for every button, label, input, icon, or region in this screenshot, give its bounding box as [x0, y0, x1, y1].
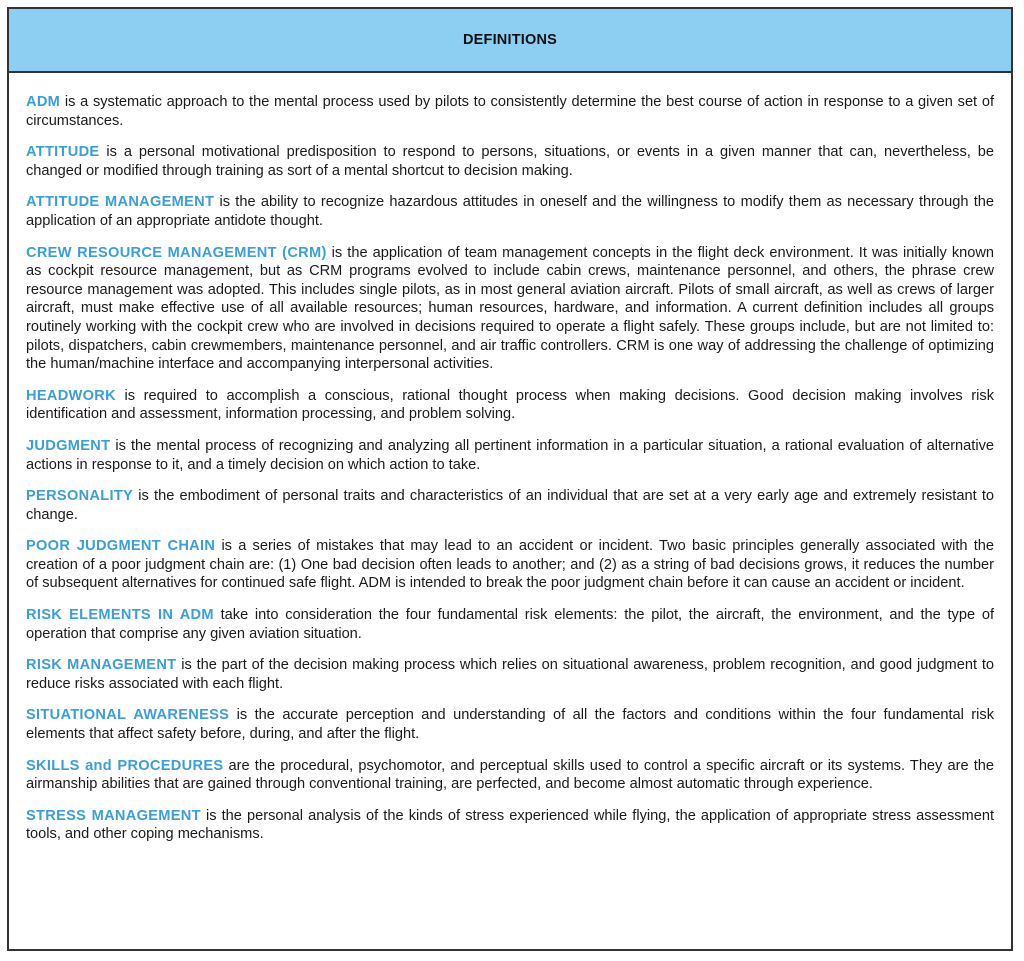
definition-term: CREW RESOURCE MANAGEMENT (CRM) — [26, 244, 327, 261]
definition-headwork — [26, 387, 994, 424]
definition-text: is a series of mistakes that may lead to an accident or incident. Two basic principles generally associated with the creation of a poor judgment chain are: (1) One bad decision often leads to another; and (2) as a string of bad decisions grows, it reduces the number of subsequent alternatives for continued safe flight. ADM is intended to break the poor judgment chain before it can cause an accident or incident. — [26, 538, 994, 592]
definition-attitude-management — [26, 193, 994, 230]
definition-term: RISK MANAGEMENT — [26, 657, 177, 674]
definition-text: is the application of team management concepts in the flight deck environment. It was initially known as cockpit resource management, but as CRM programs evolved to include cabin crews, maintenance personnel, and others, the phrase crew resource management was adopted. This includes single pilots, as in most general aviation aircraft. Pilots of small aircraft, as well as crews of larger aircraft, must make effective use of all available resources; human resources, hardware, and information. A current definition includes all groups routinely working with the cockpit crew who are involved in decisions required to operate a flight safely. These groups include, but are not limited to: pilots, dispatchers, cabin crewmembers, maintenance personnel, and air traffic controllers. CRM is one way of addressing the challenge of optimizing the human/machine interface and accompanying interpersonal activities. — [26, 244, 995, 373]
definition-text: is the part of the decision making process which relies on situational awareness, problem recognition, and good judgment to reduce risks associated with each flight. — [26, 657, 994, 692]
definition-adm — [26, 93, 994, 130]
definition-personality — [26, 487, 994, 524]
definition-term: STRESS MANAGEMENT — [26, 807, 201, 824]
definition-term: ATTITUDE — [26, 144, 100, 161]
definitions-list — [9, 73, 1011, 844]
definition-text: is a systematic approach to the mental process used by pilots to consistently determine the best course of action in response to a given set of circumstances. — [26, 94, 994, 129]
definition-text: take into consideration the four fundamental risk elements: the pilot, the aircraft, the environment, and the type of operation that comprise any given aviation situation. — [26, 607, 995, 642]
header-title: DEFINITIONS — [462, 32, 558, 48]
definition-text: is a personal motivational predisposition to respond to persons, situations, or events in a given manner that can, nevertheless, be changed or modified through training as sort of a mental shortcut to decision making. — [26, 144, 994, 179]
definition-text: is the accurate perception and understanding of all the factors and conditions within the four fundamental risk elements that affect safety before, during, and after the flight. — [26, 707, 994, 743]
definition-text: is required to accomplish a conscious, rational thought process when making decisions. Good decision making involves risk identification and assessment, information processing, and problem solving. — [26, 387, 994, 423]
definition-poor-judgment-chain — [26, 537, 994, 593]
definition-text: is the ability to recognize hazardous attitudes in oneself and the willingness to modify them as necessary through the application of an appropriate antidote thought. — [26, 194, 994, 229]
definition-skills-procedures — [26, 757, 994, 794]
definition-text: are the procedural, psychomotor, and perceptual skills used to control a specific aircraft or its systems. They are the airmanship abilities that are gained through conventional training, are perfected, and become almost automatic through experience. — [26, 757, 994, 793]
definition-text: is the personal analysis of the kinds of stress experienced while flying, the application of appropriate stress assessment tools, and other coping mechanisms. — [26, 807, 995, 843]
definition-crm — [26, 244, 994, 374]
definition-term: PERSONALITY — [26, 488, 134, 505]
definition-term: POOR JUDGMENT CHAIN — [26, 538, 216, 555]
definition-term: HEADWORK — [26, 387, 116, 404]
definition-term: ADM — [26, 94, 61, 110]
definition-term: RISK ELEMENTS IN ADM — [26, 607, 214, 624]
definitions-box — [7, 7, 1013, 951]
definition-attitude — [26, 143, 994, 180]
definition-situational-awareness — [26, 706, 994, 743]
definition-term: JUDGMENT — [26, 437, 111, 454]
definition-risk-elements — [26, 606, 994, 643]
definition-stress-management — [26, 807, 994, 844]
definition-term: ATTITUDE MANAGEMENT — [26, 194, 215, 211]
definitions-header — [9, 9, 1011, 73]
definition-text: is the mental process of recognizing and analyzing all pertinent information in a particular situation, a rational evaluation of alternative actions in response to it, and a timely decision on which action to take. — [26, 437, 994, 473]
definition-term: SKILLS and PROCEDURES — [26, 757, 224, 774]
definition-term: SITUATIONAL AWARENESS — [26, 707, 230, 724]
definition-risk-management — [26, 656, 994, 693]
definition-text: is the embodiment of personal traits and characteristics of an individual that are set at a very early age and extremely resistant to change. — [26, 488, 994, 523]
definition-judgment — [26, 437, 994, 474]
